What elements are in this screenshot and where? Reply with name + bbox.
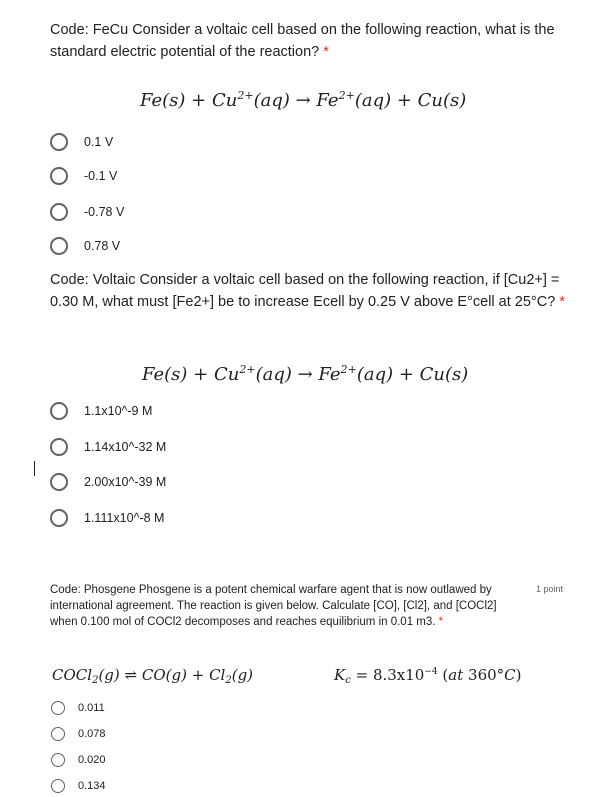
radio-button[interactable] [51,727,65,741]
radio-button[interactable] [50,509,68,527]
q2-option-3[interactable]: 2.00x10^-39 M [50,472,166,492]
radio-button[interactable] [50,473,68,491]
radio-button[interactable] [50,438,68,456]
q2-option-4[interactable]: 1.111x10^-8 M [50,508,164,528]
question-2-title: Code: Voltaic Consider a voltaic cell based on the following reaction, if [Cu2+] = 0.30 M, what must [Fe2+] be to increase Ecell by 0.25 V above E°cell at 25°C? * [50,272,565,310]
required-marker: * [438,616,444,628]
required-marker: * [559,294,565,310]
q2-option-2[interactable]: 1.14x10^-32 M [50,437,166,457]
q3-option-4[interactable]: 0.134 [51,776,106,796]
question-1-equation: $Fe(s) + Cu^{2+}(aq) \to Fe^{2+}(aq) + Cu(s)$ [140,89,467,111]
text-cursor [34,461,35,476]
question-2-equation: $Fe(s) + Cu^{2+}(aq) \to Fe^{2+}(aq) + Cu(s)$ [142,363,469,385]
question-1-title: Code: FeCu Consider a voltaic cell based on the following reaction, what is the standard electric potential of the reaction? * [50,22,555,60]
radio-button[interactable] [50,203,68,221]
radio-button[interactable] [51,753,65,767]
required-marker: * [323,44,329,60]
radio-button[interactable] [50,402,68,420]
equilibrium-constant: $K_c = 8.3x10^{-4}$ (at 360°C) [334,666,522,686]
radio-button[interactable] [50,237,68,255]
radio-button[interactable] [51,701,65,715]
radio-button[interactable] [50,133,68,151]
points-label: 1 point [536,584,564,594]
radio-button[interactable] [51,779,65,793]
q3-option-2[interactable]: 0.078 [51,724,106,744]
q1-option-4[interactable]: 0.78 V [50,236,120,256]
radio-button[interactable] [50,167,68,185]
q3-option-1[interactable]: 0.011 [51,698,105,718]
question-3-equation: COCl$_2$(g) ⇌ $CO(g) + Cl_2(g)$ [52,666,254,686]
q3-option-3[interactable]: 0.020 [51,750,106,770]
q2-option-1[interactable]: 1.1x10^-9 M [50,401,152,421]
question-3-title: Code: Phosgene Phosgene is a potent chemical warfare agent that is now outlawed by international agreement. The reaction is given below. Calculate [CO], [Cl2], and [COCl2] when 0.100 mol of COCl2 decomposes and reaches equilibrium in 0.01 m3. * [50,584,497,628]
q1-option-2[interactable]: -0.1 V [50,166,117,186]
q1-option-3[interactable]: -0.78 V [50,202,124,222]
q1-option-1[interactable]: 0.1 V [50,132,113,152]
